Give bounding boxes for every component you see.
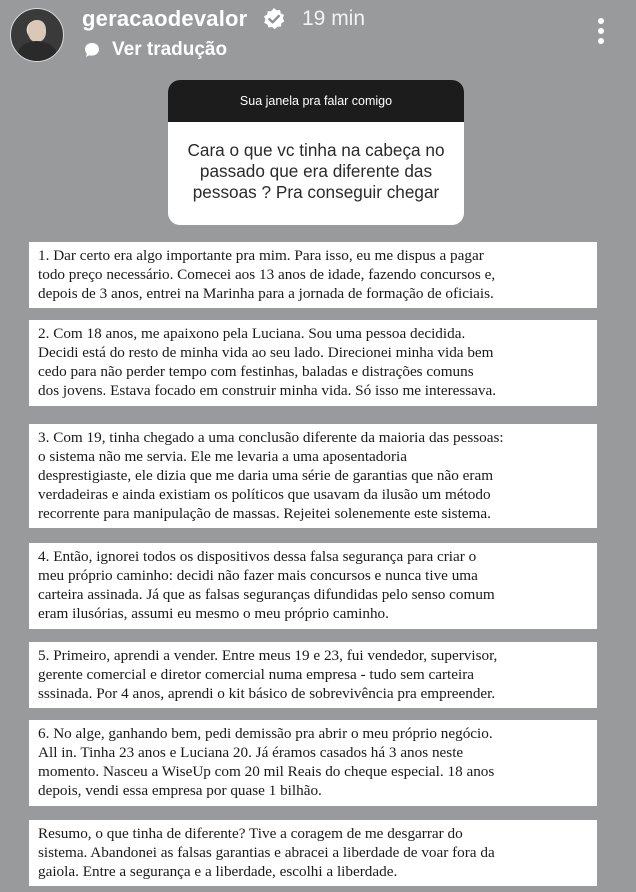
question-sticker [168, 80, 464, 225]
see-translation-label: Ver tradução [112, 39, 228, 60]
paragraph-line: 5. Primeiro, aprendi a vender. Entre meus 19 e 23, fui vendedor, supervisor, [38, 647, 498, 664]
verified-badge-icon [262, 7, 286, 31]
paragraph-line: verdadeiras e ainda existiam os políticos que usavam da ilusão um método [38, 486, 491, 503]
paragraph-line: desprestigiaste, ele dizia que me daria uma série de garantias que não eram [38, 467, 494, 484]
avatar-face [28, 20, 46, 42]
paragraph-line: meu próprio caminho: decidi não fazer mais concursos e nunca tive uma [38, 567, 478, 584]
post-time: 19 min [302, 7, 366, 30]
paragraph-line: Decidi está do resto de minha vida ao seu lado. Direcionei minha vida bem [38, 344, 494, 361]
paragraph-line: Resumo, o que tinha de diferente? Tive a coragem de me desgarrar do [38, 825, 463, 842]
paragraph-line: 2. Com 18 anos, me apaixono pela Luciana. Sou uma pessoa decidida. [38, 325, 466, 342]
paragraph-line: carteira assinada. Já que as falsas seguranças difundidas pelo senso comum [38, 586, 495, 603]
paragraph-line: All in. Tinha 23 anos e Luciana 20. Já éramos casados há 3 anos neste [38, 744, 464, 761]
paragraph-line: 6. No alge, ganhando bem, pedi demissão pra abrir o meu próprio negócio. [38, 725, 493, 742]
answer-paragraph-3 [29, 424, 597, 528]
answer-paragraph-1 [29, 242, 597, 308]
speech-bubble-icon [84, 42, 100, 58]
dot [598, 38, 604, 44]
avatar-shirt [17, 41, 57, 62]
story-header [0, 0, 636, 70]
paragraph-line: depois de 3 anos, entrei na Marinha para a jornada de formação de oficiais. [38, 285, 494, 302]
answer-paragraph-6 [29, 720, 597, 806]
paragraph-line: cedo para não perder tempo com festinhas, baladas e distrações comuns [38, 363, 474, 380]
dot [598, 18, 604, 24]
paragraph-line: todo preço necessário. Comecei aos 13 anos de idade, fazendo concursos e, [38, 266, 496, 283]
paragraph-line: o sistema não me servia. Ele me levaria a uma aposentadoria [38, 448, 407, 465]
answer-paragraph-2 [29, 320, 597, 406]
answer-paragraph-4 [29, 543, 597, 629]
paragraph-line: gaiola. Entre a segurança e a liberdade, escolhi a liberdade. [38, 863, 398, 880]
more-options-icon[interactable] [590, 16, 612, 46]
paragraph-line: eram ilusórias, assumi eu mesmo o meu próprio caminho. [38, 605, 389, 622]
paragraph-line: sssinada. Por 4 anos, aprendi o kit básico de sobrevivência pra empreender. [38, 685, 496, 702]
paragraph-line: gerente comercial e diretor comercial numa empresa - tudo sem carteira [38, 666, 474, 683]
question-line: Cara o que vc tinha na cabeça no [187, 140, 445, 160]
username[interactable]: geracaodevalor [82, 6, 248, 31]
paragraph-line: momento. Nasceu a WiseUp com 20 mil Reais do cheque especial. 18 anos [38, 763, 495, 780]
paragraph-line: 1. Dar certo era algo importante pra mim. Para isso, eu me dispus a pagar [38, 247, 484, 264]
question-sticker-title: Sua janela pra falar comigo [168, 80, 464, 122]
paragraph-line: 3. Com 19, tinha chegado a uma conclusão diferente da maioria das pessoas: [38, 429, 504, 446]
paragraph-line: depois, vendi essa empresa por quase 1 bilhão. [38, 782, 322, 799]
question-text [168, 140, 464, 203]
paragraph-line: recorrente para manipulação de massas. Rejeitei solenemente este sistema. [38, 505, 491, 522]
answer-paragraph-5 [29, 642, 597, 708]
question-line: passado que era diferente das [199, 161, 433, 181]
dot [598, 28, 604, 34]
paragraph-line: 4. Então, ignorei todos os dispositivos dessa falsa segurança para criar o [38, 548, 477, 565]
answer-paragraph-summary [29, 820, 597, 886]
paragraph-line: dos jovens. Estava focado em construir minha vida. Só isso me interessava. [38, 382, 497, 399]
profile-avatar[interactable] [10, 8, 64, 62]
paragraph-line: sistema. Abandonei as falsas garantias e abracei a liberdade de voar fora da [38, 844, 495, 861]
question-line: pessoas ? Pra conseguir chegar [192, 182, 440, 202]
